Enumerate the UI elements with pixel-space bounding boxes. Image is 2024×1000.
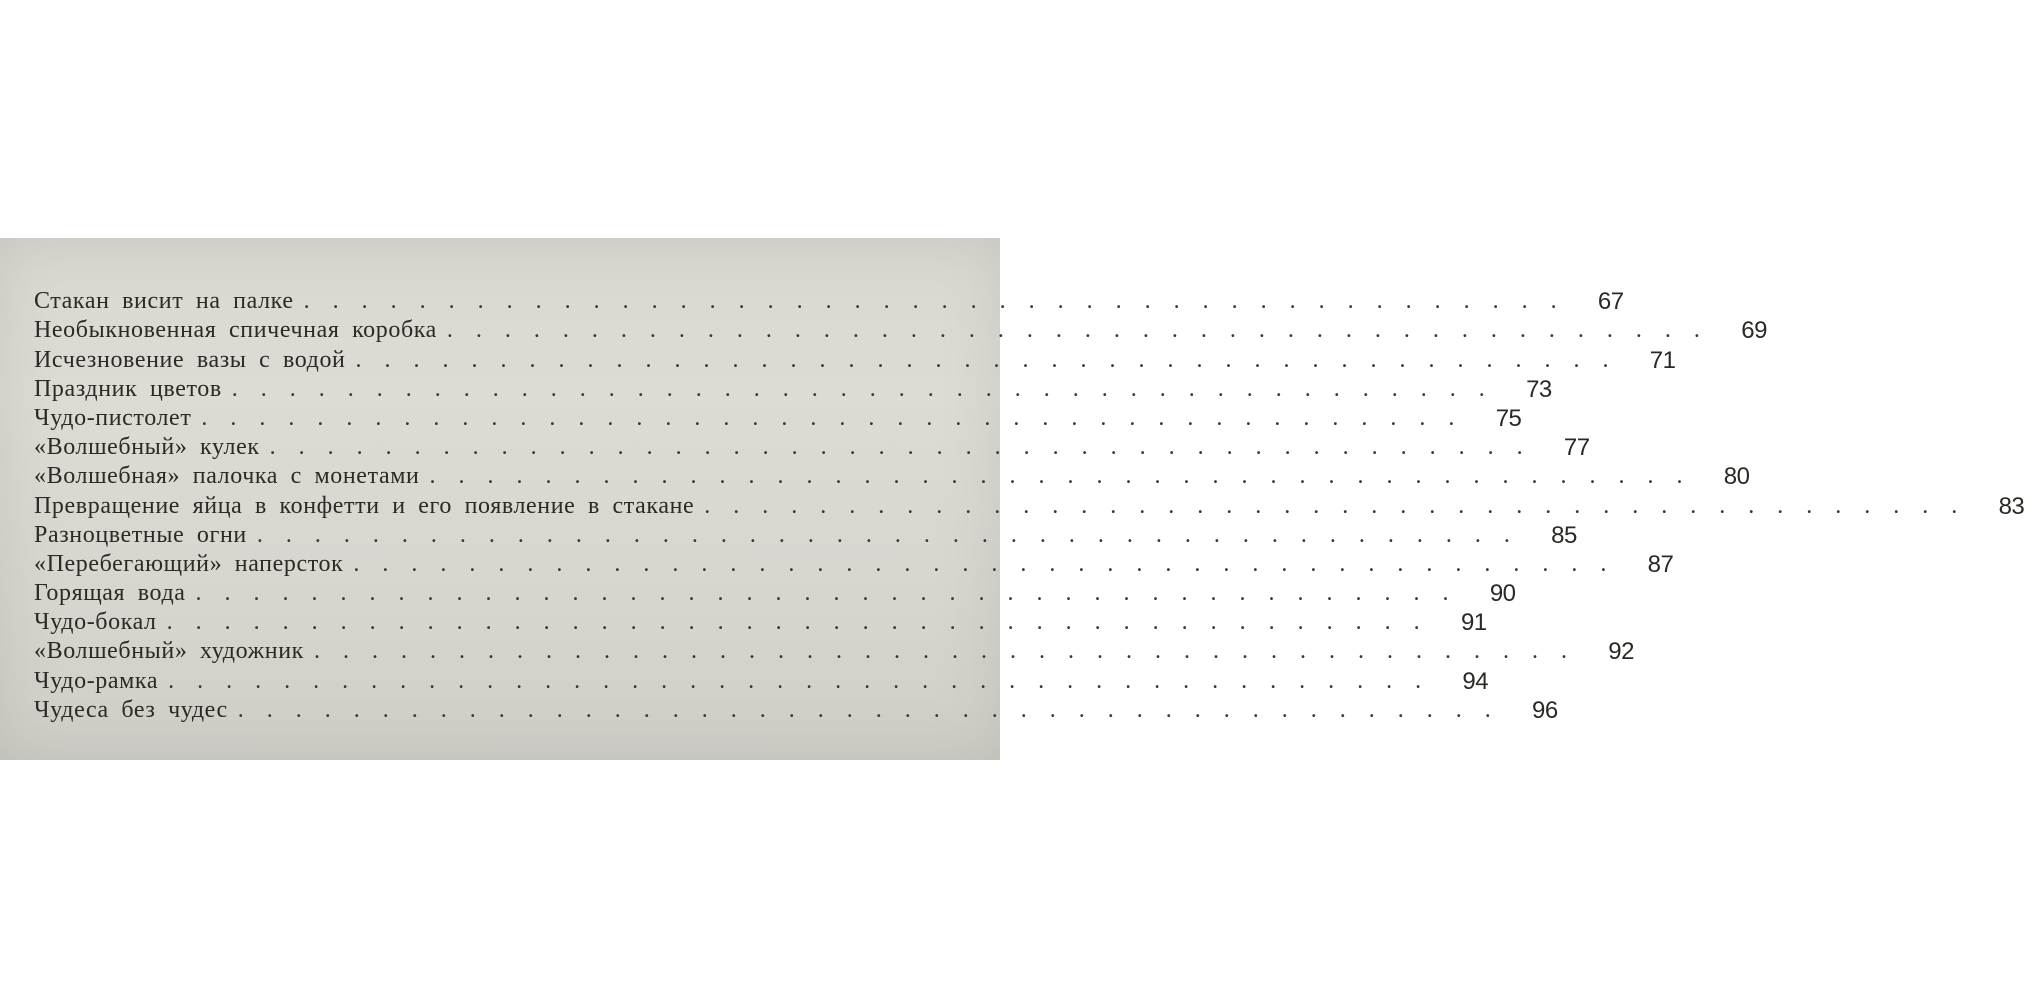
toc-entry-title: Чудо-пистолет bbox=[34, 404, 192, 431]
toc-entry-title: «Волшебный» кулек bbox=[34, 434, 260, 461]
dot-leader: ............................................ bbox=[237, 696, 1514, 723]
toc-entry bbox=[34, 665, 1489, 695]
dot-leader: ............................................ bbox=[429, 463, 1706, 490]
toc-entry-page-number: 73 bbox=[1526, 375, 1552, 403]
toc-entry bbox=[34, 403, 1522, 432]
toc-entry bbox=[34, 286, 1624, 316]
toc-entry-title: Стакан висит на палке bbox=[34, 288, 294, 315]
toc-entry-title: Необыкновенная спичечная коробка bbox=[34, 317, 437, 344]
toc-entry-title: Разноцветные огни bbox=[34, 521, 247, 548]
toc-entry-page-number: 91 bbox=[1460, 609, 1487, 637]
toc-entry-page-number: 92 bbox=[1608, 638, 1634, 666]
table-of-contents bbox=[34, 286, 2024, 724]
toc-entry-title: Чудо-рамка bbox=[34, 667, 159, 694]
toc-entry-title: Чудо-бокал bbox=[34, 609, 157, 636]
toc-entry bbox=[34, 636, 1634, 666]
toc-entry-page-number: 85 bbox=[1551, 521, 1577, 549]
dot-leader: ............................................ bbox=[269, 434, 1546, 461]
dot-leader: ............................................ bbox=[231, 375, 1508, 402]
toc-entry bbox=[34, 578, 1516, 608]
toc-entry-title: Исчезновение вазы с водой bbox=[34, 346, 346, 373]
toc-entry bbox=[34, 607, 1487, 637]
toc-entry-page-number: 96 bbox=[1532, 696, 1558, 724]
dot-leader: ............................................ bbox=[201, 404, 1478, 431]
dot-leader: ............................................ bbox=[313, 638, 1590, 665]
book-page bbox=[0, 238, 2024, 760]
toc-entry-page-number: 75 bbox=[1495, 404, 1522, 432]
toc-entry-title: «Волшебный» художник bbox=[34, 638, 304, 665]
dot-leader: ............................................ bbox=[168, 667, 1445, 694]
toc-entry-title: Горящая вода bbox=[34, 580, 186, 607]
toc-entry-page-number: 67 bbox=[1597, 288, 1624, 316]
dot-leader: ............................................ bbox=[446, 317, 1723, 344]
dot-leader: ............................................ bbox=[704, 492, 1981, 519]
dot-leader: ............................................ bbox=[256, 521, 1533, 548]
toc-entry bbox=[34, 520, 1577, 549]
toc-entry bbox=[34, 374, 1552, 403]
dot-leader: ............................................ bbox=[353, 550, 1630, 577]
toc-entry-title: Превращение яйца в конфетти и его появление в стакане bbox=[34, 492, 695, 519]
toc-entry-page-number: 83 bbox=[1998, 492, 2024, 520]
toc-entry-page-number: 80 bbox=[1723, 463, 1750, 491]
toc-entry-page-number: 69 bbox=[1741, 317, 1767, 345]
toc-entry-page-number: 94 bbox=[1462, 667, 1489, 695]
dot-leader: ............................................ bbox=[303, 288, 1580, 315]
toc-entry-title: «Перебегающий» наперсток bbox=[34, 550, 344, 577]
toc-entry bbox=[34, 432, 1590, 462]
toc-entry bbox=[34, 549, 1674, 578]
toc-entry bbox=[34, 344, 1676, 374]
toc-entry bbox=[34, 315, 1767, 345]
toc-entry bbox=[34, 695, 1558, 724]
toc-entry-title: Чудеса без чудес bbox=[34, 696, 228, 723]
toc-entry-page-number: 90 bbox=[1489, 580, 1516, 608]
toc-entry-page-number: 87 bbox=[1647, 550, 1674, 578]
toc-entry-title: Праздник цветов bbox=[34, 375, 222, 402]
toc-entry bbox=[34, 461, 1750, 491]
dot-leader: ............................................ bbox=[166, 609, 1443, 636]
toc-entry-title: «Волшебная» палочка с монетами bbox=[34, 463, 420, 490]
toc-entry-page-number: 71 bbox=[1649, 346, 1676, 374]
toc-entry-page-number: 77 bbox=[1563, 434, 1590, 462]
toc-entry bbox=[34, 490, 2024, 520]
dot-leader: ............................................ bbox=[195, 580, 1472, 607]
dot-leader: ............................................ bbox=[355, 346, 1632, 373]
